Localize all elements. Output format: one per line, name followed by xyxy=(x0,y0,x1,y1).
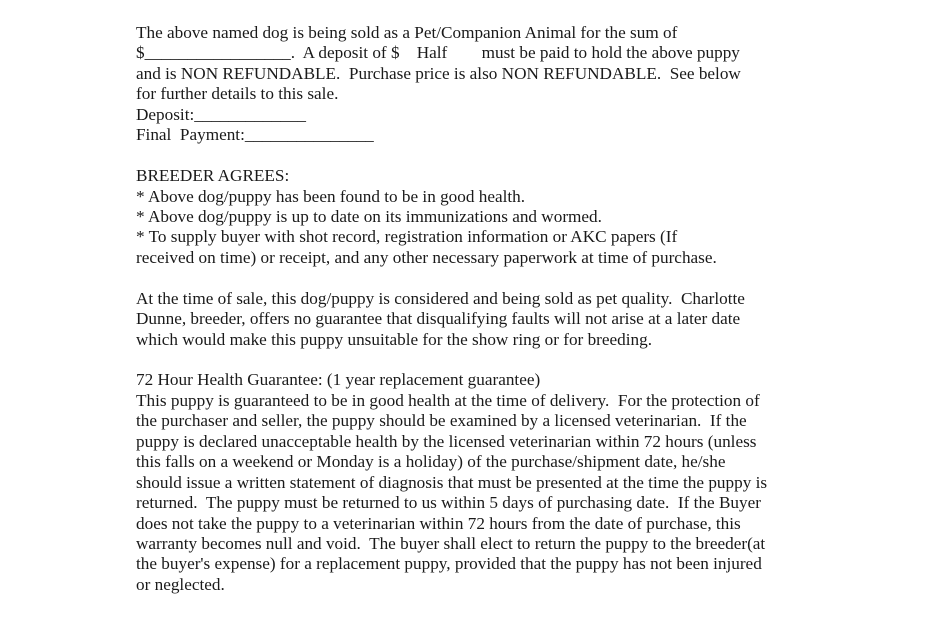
text-line: the purchaser and seller, the puppy should be examined by a licensed veterinarian. If the xyxy=(136,411,747,431)
text-line: this falls on a weekend or Monday is a holiday) of the purchase/shipment date, he/she xyxy=(136,452,726,472)
contract-page xyxy=(136,23,856,595)
text-line: Dunne, breeder, offers no guarantee that disqualifying faults will not arise at a later date xyxy=(136,309,741,329)
text-line: does not take the puppy to a veterinarian within 72 hours from the date of purchase, this xyxy=(136,513,741,533)
text-line: warranty becomes null and void. The buyer shall elect to return the puppy to the breeder(at xyxy=(136,533,766,553)
text-line: * Above dog/puppy has been found to be in good health. xyxy=(136,186,526,206)
pet-quality-section xyxy=(136,289,856,350)
section-heading: 72 Hour Health Guarantee: (1 year replacement guarantee) xyxy=(136,370,541,390)
text-line: The above named dog is being sold as a Pet/Companion Animal for the sum of xyxy=(136,23,678,42)
breeder-agrees-section xyxy=(136,166,856,268)
text-line: returned. The puppy must be returned to us within 5 days of purchasing date. If the Buyer xyxy=(136,493,761,513)
deposit-line: Deposit:_____________ xyxy=(136,104,306,124)
text-line: should issue a written statement of diagnosis that must be presented at the time the puppy is xyxy=(136,472,768,492)
text-line: which would make this puppy unsuitable for the show ring or for breeding. xyxy=(136,329,653,349)
text-line: or neglected. xyxy=(136,574,225,594)
text-line: This puppy is guaranteed to be in good health at the time of delivery. For the protection of xyxy=(136,390,760,410)
text-line: * Above dog/puppy is up to date on its immunizations and wormed. xyxy=(136,206,602,226)
final-payment-line: Final Payment:_______________ xyxy=(136,125,374,145)
text-line: * To supply buyer with shot record, registration information or AKC papers (If xyxy=(136,227,678,247)
text-line: the buyer's expense) for a replacement puppy, provided that the puppy has not been injured xyxy=(136,554,762,574)
section-heading: BREEDER AGREES: xyxy=(136,166,290,186)
text-line: At the time of sale, this dog/puppy is considered and being sold as pet quality. Charlotte xyxy=(136,288,745,308)
text-line: for further details to this sale. xyxy=(136,84,339,104)
text-line: $_________________. A deposit of $ Half must be paid to hold the above puppy xyxy=(136,43,740,63)
sale-terms-section xyxy=(136,23,856,146)
text-line: received on time) or receipt, and any other necessary paperwork at time of purchase. xyxy=(136,247,717,267)
text-line: puppy is declared unacceptable health by the licensed veterinarian within 72 hours (unless xyxy=(136,431,757,451)
health-guarantee-section xyxy=(136,370,856,595)
text-line: and is NON REFUNDABLE. Purchase price is also NON REFUNDABLE. See below xyxy=(136,63,741,83)
